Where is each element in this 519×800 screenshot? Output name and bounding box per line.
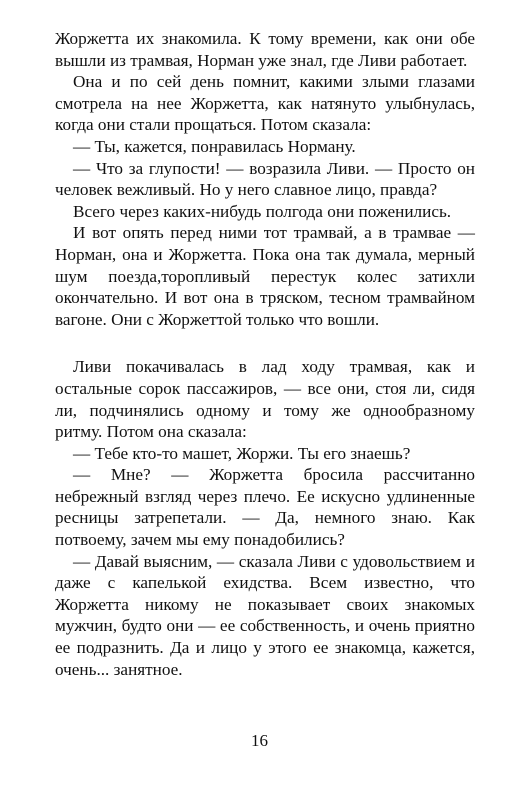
page-text xyxy=(55,28,475,680)
dialogue-line: — Тебе кто-то машет, Жоржи. Ты его знаешь? xyxy=(73,443,411,463)
paragraph: Ливи покачивалась в лад ходу трамвая, как и остальные сорок пассажиров, — все они, стоя ли, сидя ли, подчинялись одному и тому же однообразному ритму. Потом она сказала: xyxy=(55,357,475,442)
paragraph: Она и по сей день помнит, какими злыми глазами смотрела на нее Жоржетта, как натянуто улыбнулась, когда они стали прощаться. Потом сказала: xyxy=(55,72,475,135)
dialogue-line: — Ты, кажется, понравилась Норману. xyxy=(73,136,356,156)
paragraph: Всего через каких-нибудь полгода они поженились. xyxy=(73,201,452,221)
paragraph: И вот опять перед ними тот трамвай, а в трамвае — Норман, она и Жоржетта. Пока она так думала, мерный шум поезда,торопливый перестук колес затихли окончательно. И вот она в тряском, тесном трамвайном вагоне. Они с Жоржеттой только что вошли. xyxy=(55,223,475,329)
section-break xyxy=(55,330,475,356)
dialogue-line: — Давай выясним, — сказала Ливи с удовольствием и даже с капелькой ехидства. Всем известно, что Жоржетта никому не показывает своих знакомых мужчин, будто они — ее собственность, и очень приятно ее подразнить. Да и лицо у этого ее знакомца, кажется, очень... занятное. xyxy=(55,551,475,679)
dialogue-line: — Что за глупости! — возразила Ливи. — Просто он человек вежливый. Но у него славное лицо, правда? xyxy=(55,158,475,200)
paragraph: Жоржетта их знакомила. К тому времени, как они обе вышли из трамвая, Норман уже знал, где Ливи работает. xyxy=(55,29,475,70)
dialogue-line: — Мне? — Жоржетта бросила рассчитанно небрежный взгляд через плечо. Ее искусно удлиненные ресницы затрепетали. — Да, немного знаю. Как потвоему, зачем мы ему понадобились? xyxy=(55,465,475,550)
page-number: 16 xyxy=(251,731,268,750)
